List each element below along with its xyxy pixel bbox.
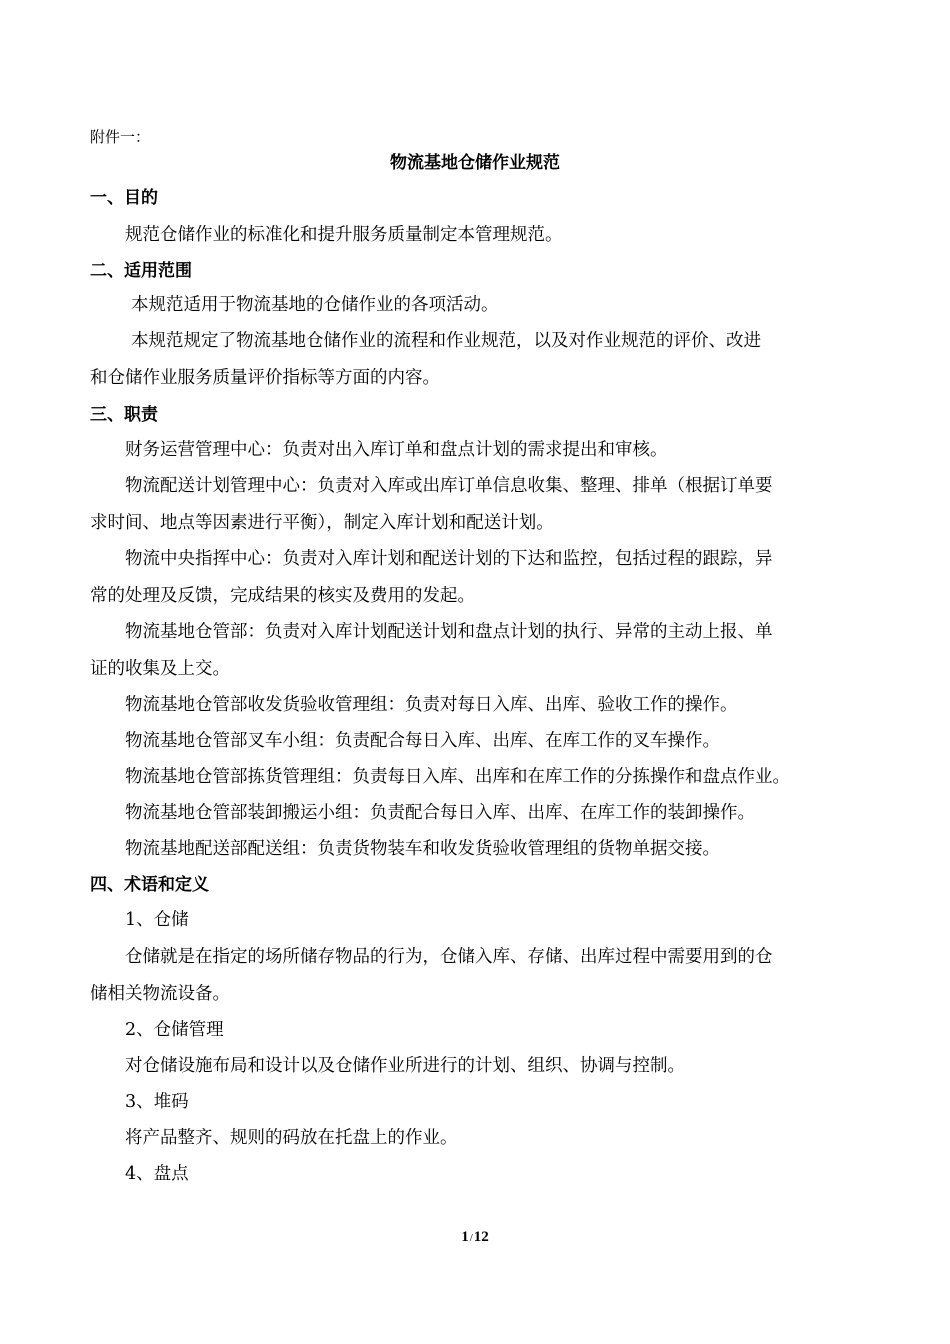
- paragraph-line: 物流基地仓管部：负责对入库计划配送计划和盘点计划的执行、异常的主动上报、单: [125, 622, 773, 642]
- paragraph: 物流基地仓管部叉车小组：负责配合每日入库、出库、在库工作的叉车操作。: [125, 731, 720, 751]
- paragraph-line: 储相关物流设备。: [90, 984, 230, 1004]
- paragraph-line: 物流配送计划管理中心：负责对入库或出库订单信息收集、整理、排单（根据订单要: [125, 476, 773, 496]
- paragraph-line: 和仓储作业服务质量评价指标等方面的内容。: [90, 368, 440, 388]
- section-heading-responsibilities: 三、职责: [90, 405, 158, 425]
- total-pages: 12: [473, 1229, 489, 1245]
- term-heading: 3、堆码: [125, 1092, 189, 1112]
- attachment-label: 附件一：: [90, 128, 151, 146]
- paragraph-line: 求时间、地点等因素进行平衡），制定入库计划和配送计划。: [90, 513, 554, 533]
- paragraph: 物流基地配送部配送组：负责货物装车和收发货验收管理组的货物单据交接。: [125, 839, 720, 859]
- paragraph: 规范仓储作业的标准化和提升服务质量制定本管理规范。: [125, 225, 563, 245]
- paragraph: 对仓储设施布局和设计以及仓储作业所进行的计划、组织、协调与控制。: [125, 1056, 685, 1076]
- paragraph: 本规范适用于物流基地的仓储作业的各项活动。: [131, 295, 499, 315]
- paragraph: 物流基地仓管部装卸搬运小组：负责配合每日入库、出库、在库工作的装卸操作。: [125, 803, 755, 823]
- paragraph: 将产品整齐、规则的码放在托盘上的作业。: [125, 1128, 458, 1148]
- page-number: [0, 1227, 950, 1248]
- term-heading: 4、盘点: [125, 1164, 189, 1184]
- section-heading-terms: 四、术语和定义: [90, 875, 209, 895]
- term-heading: 2、仓储管理: [125, 1020, 224, 1040]
- paragraph-line: 仓储就是在指定的场所储存物品的行为，仓储入库、存储、出库过程中需要用到的仓: [125, 947, 773, 967]
- section-heading-purpose: 一、目的: [90, 188, 158, 208]
- page-separator: /: [469, 1232, 473, 1244]
- paragraph: 财务运营管理中心：负责对出入库订单和盘点计划的需求提出和审核。: [125, 440, 668, 460]
- paragraph: 物流基地仓管部收发货验收管理组：负责对每日入库、出库、验收工作的操作。: [125, 695, 738, 715]
- paragraph: 物流基地仓管部拣货管理组：负责每日入库、出库和在库工作的分拣操作和盘点作业。: [125, 767, 790, 787]
- document-title: 物流基地仓储作业规范: [390, 153, 560, 173]
- paragraph-line: 物流中央指挥中心：负责对入库计划和配送计划的下达和监控，包括过程的跟踪，异: [125, 549, 773, 569]
- current-page: 1: [461, 1229, 469, 1245]
- paragraph-line: 常的处理及反馈，完成结果的核实及费用的发起。: [90, 586, 475, 606]
- paragraph-line: 证的收集及上交。: [90, 659, 230, 679]
- section-heading-scope: 二、适用范围: [90, 261, 192, 281]
- paragraph-line: 本规范规定了物流基地仓储作业的流程和作业规范，以及对作业规范的评价、改进: [131, 331, 761, 351]
- term-heading: 1、仓储: [125, 910, 189, 930]
